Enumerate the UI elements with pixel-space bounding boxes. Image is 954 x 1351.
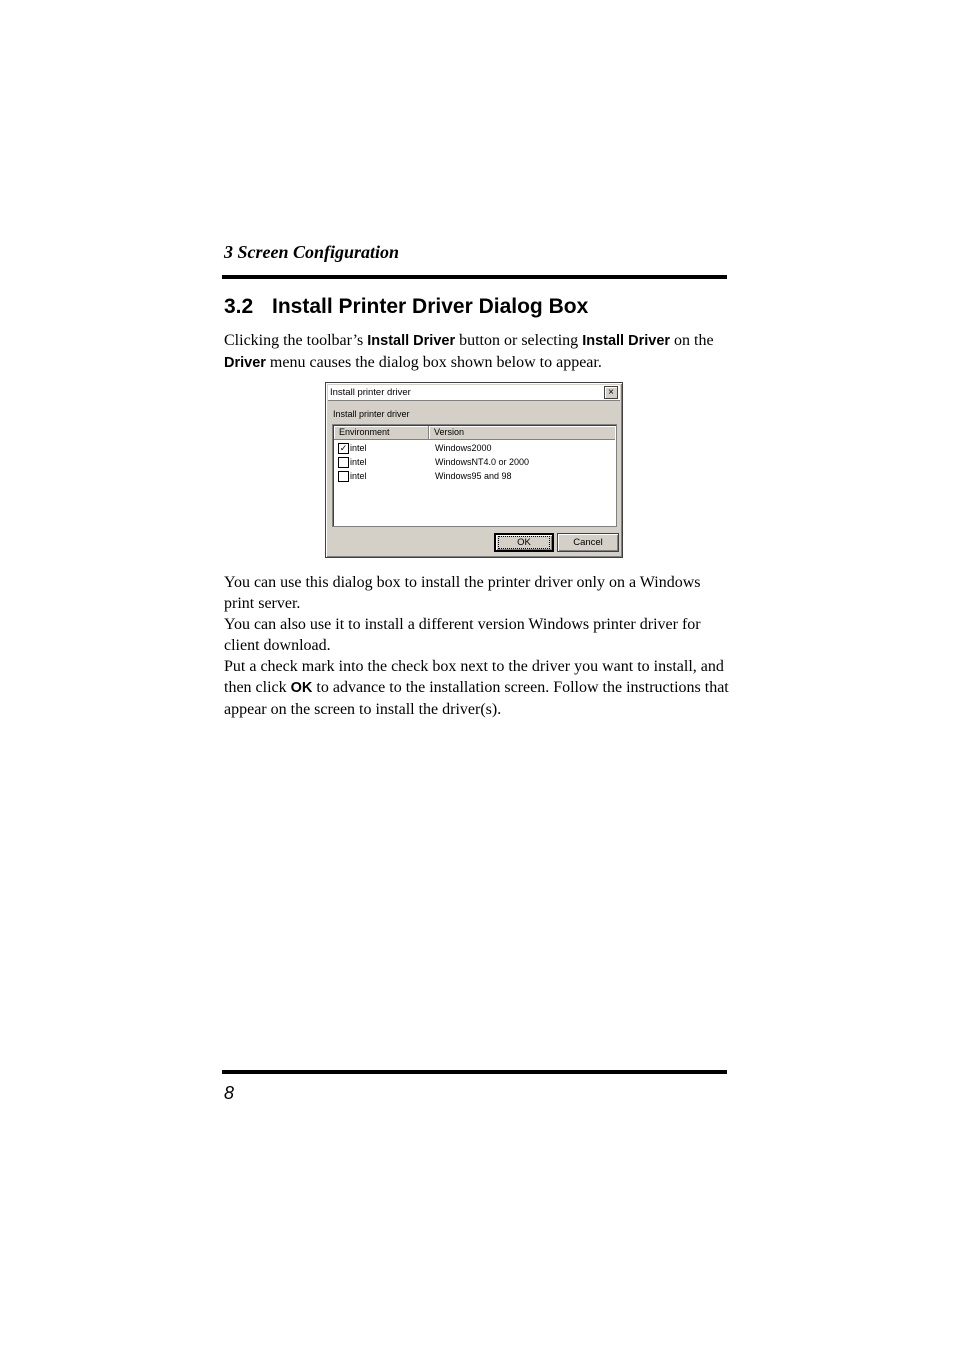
list-item[interactable] [336, 470, 611, 483]
driver-checkbox[interactable] [338, 457, 349, 468]
section-title [224, 293, 588, 321]
driver-menu-term: Driver [224, 355, 266, 371]
ok-button-label: OK [498, 536, 550, 549]
footer-rule [222, 1070, 727, 1074]
body-line-3 [224, 656, 729, 720]
intro-text-1: Clicking the toolbar’s [224, 332, 368, 349]
intro-text-3: on the [670, 332, 714, 349]
driver-checkbox[interactable]: ✓ [339, 443, 348, 453]
cancel-button[interactable]: Cancel [557, 533, 619, 552]
column-header-environment[interactable]: Environment [334, 426, 429, 439]
body-line-3-text-b: to advance to the installation screen. Follow the instructions that appear on the screen to install the driver(s). [224, 679, 729, 718]
install-printer-driver-dialog [325, 382, 623, 558]
list-header [334, 426, 615, 440]
version-cell: WindowsNT4.0 or 2000 [435, 457, 530, 467]
header-rule [222, 275, 727, 279]
body-line-2: You can also use it to install a different version Windows printer driver for client download. [224, 616, 701, 654]
ok-button[interactable] [494, 533, 554, 552]
running-head: 3 Screen Configuration [224, 242, 400, 262]
intro-paragraph [224, 330, 729, 374]
close-icon[interactable]: × [604, 386, 618, 399]
list-item[interactable] [336, 442, 611, 455]
driver-checkbox[interactable] [338, 471, 349, 482]
environment-cell: intel [350, 443, 367, 453]
dialog-titlebar [328, 385, 620, 401]
intro-text-4: menu causes the dialog box shown below to appear. [265, 354, 602, 371]
section-number: 3.2 [224, 295, 254, 318]
section-title-text: Install Printer Driver Dialog Box [272, 295, 589, 318]
body-line-3-text-a: Put a check mark into the check box next to the driver you want to install, and then click [224, 658, 724, 696]
body-text [224, 572, 729, 720]
body-line-1: You can use this dialog box to install the printer driver only on a Windows print server. [224, 574, 701, 612]
install-driver-term-2: Install Driver [582, 333, 671, 349]
dialog-group-label: Install printer driver [333, 409, 410, 419]
ok-term: OK [290, 680, 313, 696]
driver-list[interactable] [332, 424, 617, 527]
list-item[interactable] [336, 456, 611, 469]
dialog-title: Install printer driver [330, 387, 411, 398]
page-number: 8 [224, 1083, 235, 1103]
version-cell: Windows95 and 98 [435, 471, 512, 481]
version-cell: Windows2000 [435, 443, 492, 453]
environment-cell: intel [350, 471, 367, 481]
intro-text-2: button or selecting [455, 332, 583, 349]
column-header-version[interactable]: Version [429, 426, 615, 439]
environment-cell: intel [350, 457, 367, 467]
install-driver-term-1: Install Driver [367, 333, 456, 349]
